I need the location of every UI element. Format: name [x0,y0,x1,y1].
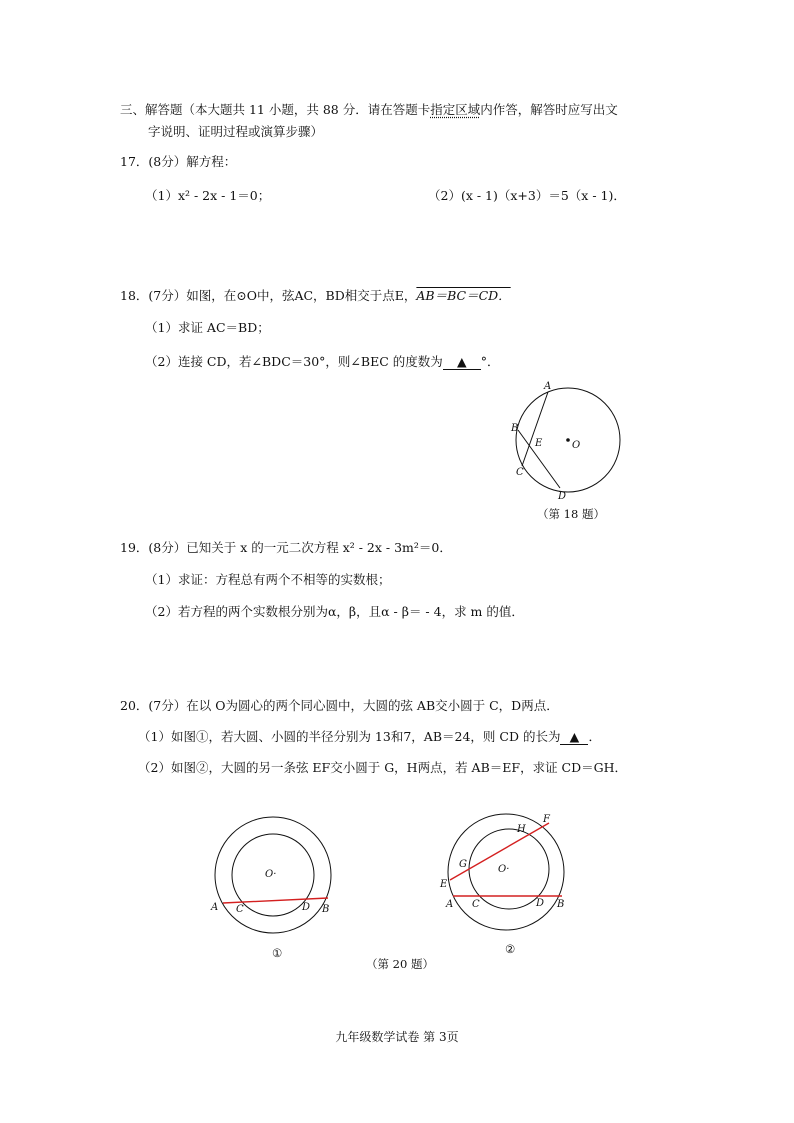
fig1-caption: ① [272,946,283,960]
q20-figure-2 [436,810,576,940]
label-d: D [536,898,545,909]
label-b: B [557,899,565,910]
q19-part1: （1）求证：方程总有两个不相等的实数根； [145,572,391,587]
q20-figure-1 [205,815,345,950]
answer-blank-2: ▲ [560,729,588,745]
label-c: C [236,904,244,915]
q20-part2: （2）如图②，大圆的另一条弦 EF交小圆于 G，H两点，若 AB＝EF，求证 CD＝GH． [138,760,628,775]
chord-ab [223,898,328,903]
center-dot [566,438,570,442]
q19-header: 19．(8分）已知关于 x 的一元二次方程 x² - 2x - 3m²＝0． [120,540,452,555]
label-o: O· [265,869,277,880]
label-c: C [472,899,480,910]
q18-figure [500,378,630,508]
label-o: O· [498,864,510,875]
section-title-emph: 指定区域 [430,102,481,117]
page-footer: 九年级数学试卷 第 3页 [335,1030,459,1044]
label-a: A [544,381,552,392]
section-title [120,100,618,118]
q17-header: 17．(8分）解方程： [120,154,237,169]
q18-arcs: AB＝BC＝CD． [416,288,511,303]
fig2-caption: ② [505,942,516,956]
q18-header [120,286,511,304]
section-title-pre: 三、解答题（本大题共 11 小题，共 88 分．请在答题卡 [120,102,431,117]
label-e: E [440,879,448,890]
q18-part2-pre: （2）连接 CD，若∠BDC＝30°，则∠BEC 的度数为 [145,354,443,369]
q17-part1: （1）x² - 2x - 1＝0； [145,188,271,203]
answer-blank: ▲ [443,354,481,370]
label-d: D [558,491,567,502]
label-o: O [572,440,581,451]
q20-part1 [138,727,601,745]
q20-caption: （第 20 题） [366,957,434,971]
q20-part1-pre: （1）如图①，若大圆、小圆的半径分别为 13和7，AB＝24，则 CD 的长为 [138,729,561,744]
label-b: B [511,423,519,434]
label-e: E [535,438,543,449]
label-a: A [446,899,454,910]
q18-part2 [145,352,500,370]
q19-part2: （2）若方程的两个实数根分别为α，β，且α - β＝ - 4，求 m 的值． [145,604,524,619]
label-a: A [211,902,219,913]
q18-part1: （1）求证 AC＝BD； [145,320,270,335]
q17-part2: （2）(x - 1)（x+3）＝5（x - 1)． [428,188,626,203]
label-c: C [516,467,524,478]
label-f: F [543,814,550,825]
section-title-post: 内作答，解答时应写出文 [480,102,618,117]
q18-part2-post: °． [480,354,500,369]
label-g: G [459,859,467,870]
label-b: B [322,904,330,915]
q18-header-text: 18．(7分）如图，在⊙O中，弦AC，BD相交于点E， [120,288,417,303]
section-title-cont: 字说明、证明过程或演算步骤） [148,124,324,139]
q20-part1-post: ． [588,729,601,744]
label-h: H [517,824,526,835]
q18-caption: （第 18 题） [537,507,605,521]
chord-ac [522,392,548,466]
label-d: D [302,902,311,913]
q20-header: 20．(7分）在以 O为圆心的两个同心圆中，大圆的弦 AB交小圆于 C，D两点． [120,698,559,713]
